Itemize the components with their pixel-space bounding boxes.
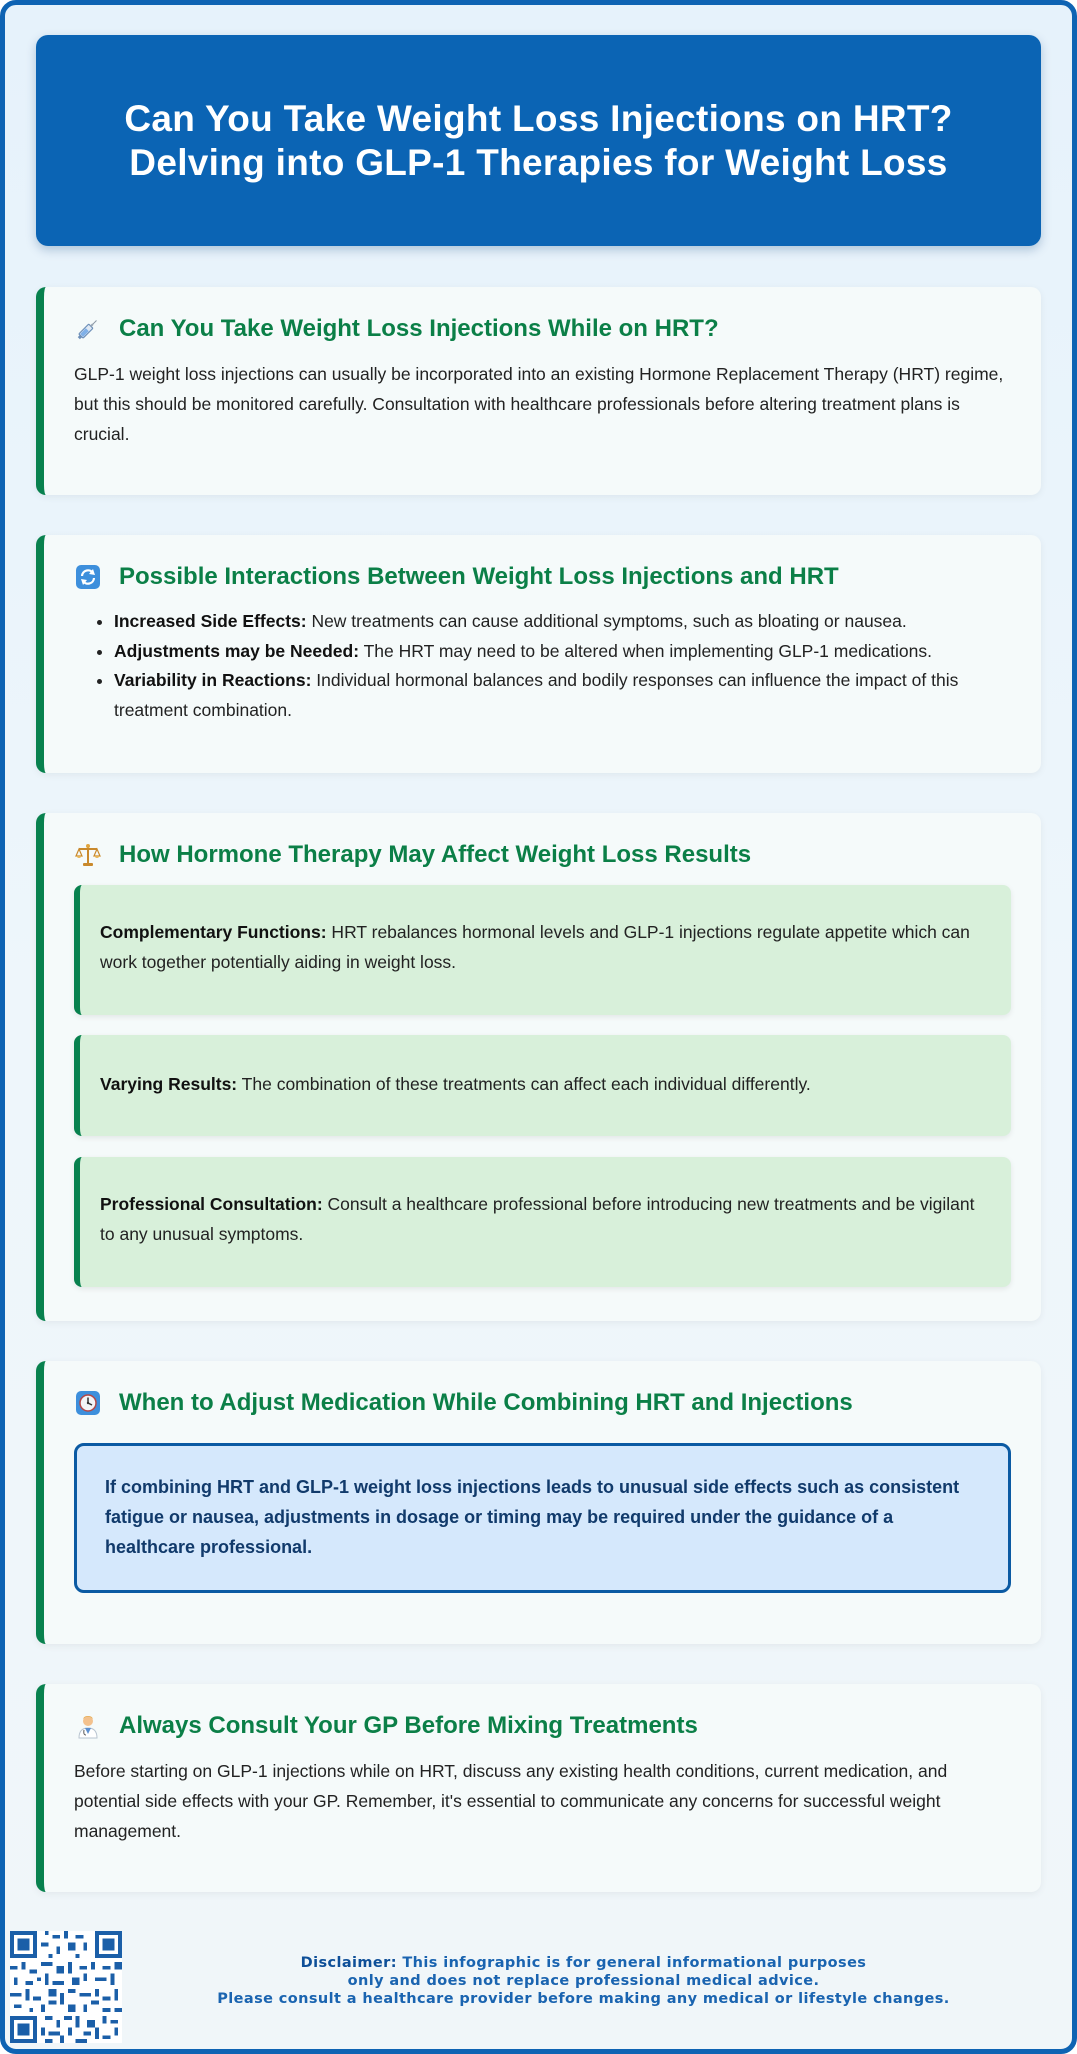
page-title-line1: Can You Take Weight Loss Injections on HRT? [124, 97, 953, 139]
info-card-complementary [74, 885, 1011, 1015]
list-item [114, 607, 1011, 637]
section-header [74, 561, 1011, 593]
section-injections-on-hrt [36, 287, 1041, 495]
card-lead: Complementary Functions: [100, 922, 327, 942]
section-possible-interactions [36, 535, 1041, 773]
item-lead: Increased Side Effects: [114, 611, 307, 631]
item-lead: Variability in Reactions: [114, 670, 312, 690]
disclaimer-label: Disclaimer: [300, 1955, 397, 1971]
section-header [74, 839, 1011, 871]
section-header [74, 1710, 1011, 1742]
disclaimer-line2: only and does not replace professional medical advice. [347, 1973, 820, 1989]
info-card-professional-consultation [74, 1157, 1011, 1287]
arrows-cycle-icon [74, 563, 102, 591]
adjustment-notice: If combining HRT and GLP-1 weight loss injections leads to unusual side effects such as consistent fatigue or nausea, adjustments in dosage or timing may be required under the guidance of a healthcare professional. [74, 1443, 1011, 1593]
disclaimer-line1: This infographic is for general informational purposes [396, 1955, 867, 1971]
item-text: The HRT may need to be altered when implementing GLP-1 medications. [359, 640, 933, 661]
section-consult-gp [36, 1684, 1041, 1892]
card-lead: Varying Results: [100, 1074, 238, 1094]
item-text: Individual hormonal balances and bodily responses can influence the impact of this treatment combination. [114, 670, 959, 720]
section-body: Before starting on GLP-1 injections while on HRT, discuss any existing health conditions, current medication, and potential side effects with your GP. Remember, it's essential to communicate any concerns for successful weight management. [74, 1761, 948, 1841]
qr-code-icon [10, 1931, 122, 2043]
section-header [74, 313, 1011, 345]
list-item [114, 666, 1011, 725]
disclaimer-line3: Please consult a healthcare provider before making any medical or lifestyle changes. [217, 1991, 950, 2007]
header-banner [36, 35, 1041, 246]
card-lead: Professional Consultation: [100, 1194, 323, 1214]
section-title: Can You Take Weight Loss Injections While on HRT? [119, 315, 719, 342]
section-title: Always Consult Your GP Before Mixing Treatments [119, 1712, 698, 1739]
section-body: GLP-1 weight loss injections can usually be incorporated into an existing Hormone Replacement Therapy (HRT) regime, but this should be monitored carefully. Consultation with healthcare professionals before altering treatment plans is crucial. [74, 364, 1004, 444]
section-header [74, 1387, 1011, 1419]
card-text: Consult a healthcare professional before introducing new treatments and be vigilant to any unusual symptoms. [100, 1194, 975, 1244]
section-adjust-medication [36, 1361, 1041, 1644]
card-text: The combination of these treatments can affect each individual differently. [237, 1074, 811, 1094]
list-item [114, 637, 1011, 667]
page-title [124, 97, 952, 185]
section-hormone-therapy-effects [36, 813, 1041, 1321]
item-lead: Adjustments may be Needed: [114, 640, 360, 661]
doctor-icon [74, 1712, 102, 1740]
clock-icon [74, 1389, 102, 1417]
page-title-line2: Delving into GLP-1 Therapies for Weight Loss [129, 141, 948, 183]
info-card-varying-results [74, 1035, 1011, 1136]
section-title: Possible Interactions Between Weight Loss Injections and HRT [119, 563, 839, 590]
footer [10, 1931, 1067, 2043]
item-text: New treatments can cause additional symptoms, such as bloating or nausea. [306, 611, 907, 631]
section-title: How Hormone Therapy May Affect Weight Loss Results [119, 841, 752, 868]
card-text: HRT rebalances hormonal levels and GLP-1 injections regulate appetite which can work together potentially aiding in weight loss. [100, 922, 970, 972]
interactions-list [74, 607, 1011, 725]
syringe-icon [74, 315, 102, 343]
balance-scale-icon [74, 841, 102, 869]
section-title: When to Adjust Medication While Combining HRT and Injections [119, 1389, 853, 1416]
disclaimer [160, 1954, 1007, 2008]
